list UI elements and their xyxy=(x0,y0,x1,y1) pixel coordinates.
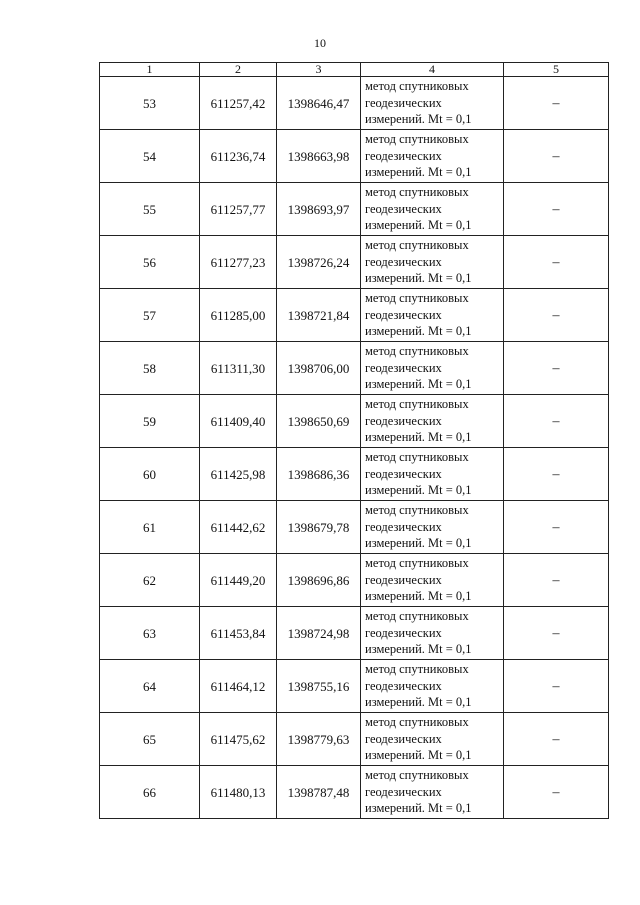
point-number-cell: 59 xyxy=(100,395,200,448)
column-header-3: 3 xyxy=(277,63,361,77)
note-cell: – xyxy=(504,342,609,395)
point-number-cell: 60 xyxy=(100,448,200,501)
y-coordinate-cell: 1398646,47 xyxy=(277,77,361,130)
method-line: измерений. Mt = 0,1 xyxy=(365,377,472,392)
method-line: измерений. Mt = 0,1 xyxy=(365,483,472,498)
point-number-cell: 64 xyxy=(100,660,200,713)
method-cell xyxy=(361,130,504,183)
table-row xyxy=(100,448,609,501)
point-number-cell: 53 xyxy=(100,77,200,130)
method-cell xyxy=(361,395,504,448)
method-cell xyxy=(361,77,504,130)
y-coordinate-cell: 1398779,63 xyxy=(277,713,361,766)
method-cell xyxy=(361,501,504,554)
method-line: геодезических xyxy=(365,572,442,587)
point-number-cell: 62 xyxy=(100,554,200,607)
method-line: метод спутниковых xyxy=(365,662,469,677)
method-line: геодезических xyxy=(365,201,442,216)
column-header-5: 5 xyxy=(504,63,609,77)
column-header-1: 1 xyxy=(100,63,200,77)
method-cell xyxy=(361,607,504,660)
method-line: геодезических xyxy=(365,784,442,799)
y-coordinate-cell: 1398755,16 xyxy=(277,660,361,713)
method-line: геодезических xyxy=(365,466,442,481)
header-row xyxy=(100,63,609,77)
note-cell: – xyxy=(504,395,609,448)
method-line: измерений. Mt = 0,1 xyxy=(365,695,472,710)
point-number-cell: 63 xyxy=(100,607,200,660)
column-header-4: 4 xyxy=(361,63,504,77)
note-cell: – xyxy=(504,713,609,766)
method-line: измерений. Mt = 0,1 xyxy=(365,112,472,127)
x-coordinate-cell: 611257,42 xyxy=(200,77,277,130)
method-line: метод спутниковых xyxy=(365,291,469,306)
note-cell: – xyxy=(504,236,609,289)
method-line: геодезических xyxy=(365,625,442,640)
method-line: измерений. Mt = 0,1 xyxy=(365,324,472,339)
table-row xyxy=(100,289,609,342)
method-cell xyxy=(361,766,504,819)
method-line: геодезических xyxy=(365,254,442,269)
method-line: измерений. Mt = 0,1 xyxy=(365,271,472,286)
column-header-2: 2 xyxy=(200,63,277,77)
table-body xyxy=(100,77,609,819)
method-line: геодезических xyxy=(365,678,442,693)
point-number-cell: 66 xyxy=(100,766,200,819)
method-line: геодезических xyxy=(365,360,442,375)
y-coordinate-cell: 1398724,98 xyxy=(277,607,361,660)
table-row xyxy=(100,236,609,289)
x-coordinate-cell: 611464,12 xyxy=(200,660,277,713)
point-number-cell: 54 xyxy=(100,130,200,183)
method-line: геодезических xyxy=(365,413,442,428)
method-line: геодезических xyxy=(365,148,442,163)
point-number-cell: 65 xyxy=(100,713,200,766)
method-line: измерений. Mt = 0,1 xyxy=(365,430,472,445)
point-number-cell: 56 xyxy=(100,236,200,289)
method-line: метод спутниковых xyxy=(365,715,469,730)
x-coordinate-cell: 611442,62 xyxy=(200,501,277,554)
y-coordinate-cell: 1398726,24 xyxy=(277,236,361,289)
y-coordinate-cell: 1398679,78 xyxy=(277,501,361,554)
table-row xyxy=(100,660,609,713)
method-line: метод спутниковых xyxy=(365,450,469,465)
table-row xyxy=(100,342,609,395)
method-line: метод спутниковых xyxy=(365,132,469,147)
x-coordinate-cell: 611453,84 xyxy=(200,607,277,660)
method-line: метод спутниковых xyxy=(365,185,469,200)
x-coordinate-cell: 611480,13 xyxy=(200,766,277,819)
x-coordinate-cell: 611277,23 xyxy=(200,236,277,289)
method-line: геодезических xyxy=(365,95,442,110)
method-line: измерений. Mt = 0,1 xyxy=(365,642,472,657)
table-row xyxy=(100,395,609,448)
method-line: измерений. Mt = 0,1 xyxy=(365,218,472,233)
y-coordinate-cell: 1398696,86 xyxy=(277,554,361,607)
point-number-cell: 57 xyxy=(100,289,200,342)
x-coordinate-cell: 611236,74 xyxy=(200,130,277,183)
method-cell xyxy=(361,289,504,342)
y-coordinate-cell: 1398663,98 xyxy=(277,130,361,183)
y-coordinate-cell: 1398686,36 xyxy=(277,448,361,501)
x-coordinate-cell: 611475,62 xyxy=(200,713,277,766)
x-coordinate-cell: 611449,20 xyxy=(200,554,277,607)
x-coordinate-cell: 611311,30 xyxy=(200,342,277,395)
method-line: геодезических xyxy=(365,519,442,534)
page-number: 10 xyxy=(314,36,326,50)
x-coordinate-cell: 611425,98 xyxy=(200,448,277,501)
x-coordinate-cell: 611257,77 xyxy=(200,183,277,236)
method-line: измерений. Mt = 0,1 xyxy=(365,589,472,604)
y-coordinate-cell: 1398650,69 xyxy=(277,395,361,448)
table-row xyxy=(100,77,609,130)
note-cell: – xyxy=(504,501,609,554)
coordinates-table xyxy=(99,62,609,819)
method-line: измерений. Mt = 0,1 xyxy=(365,165,472,180)
table-row xyxy=(100,766,609,819)
table-row xyxy=(100,183,609,236)
note-cell: – xyxy=(504,607,609,660)
method-line: измерений. Mt = 0,1 xyxy=(365,801,472,816)
y-coordinate-cell: 1398787,48 xyxy=(277,766,361,819)
y-coordinate-cell: 1398693,97 xyxy=(277,183,361,236)
method-line: метод спутниковых xyxy=(365,238,469,253)
point-number-cell: 55 xyxy=(100,183,200,236)
method-line: геодезических xyxy=(365,731,442,746)
method-line: метод спутниковых xyxy=(365,768,469,783)
table-row xyxy=(100,607,609,660)
method-cell xyxy=(361,236,504,289)
table-header xyxy=(100,63,609,77)
method-cell xyxy=(361,660,504,713)
note-cell: – xyxy=(504,448,609,501)
method-line: метод спутниковых xyxy=(365,556,469,571)
note-cell: – xyxy=(504,77,609,130)
method-line: метод спутниковых xyxy=(365,503,469,518)
table-row xyxy=(100,713,609,766)
note-cell: – xyxy=(504,660,609,713)
x-coordinate-cell: 611285,00 xyxy=(200,289,277,342)
table-row xyxy=(100,501,609,554)
method-line: метод спутниковых xyxy=(365,397,469,412)
point-number-cell: 58 xyxy=(100,342,200,395)
note-cell: – xyxy=(504,289,609,342)
note-cell: – xyxy=(504,183,609,236)
note-cell: – xyxy=(504,130,609,183)
method-line: геодезических xyxy=(365,307,442,322)
note-cell: – xyxy=(504,766,609,819)
method-line: метод спутниковых xyxy=(365,79,469,94)
method-line: измерений. Mt = 0,1 xyxy=(365,748,472,763)
table-row xyxy=(100,130,609,183)
point-number-cell: 61 xyxy=(100,501,200,554)
y-coordinate-cell: 1398721,84 xyxy=(277,289,361,342)
method-line: метод спутниковых xyxy=(365,609,469,624)
method-cell xyxy=(361,342,504,395)
y-coordinate-cell: 1398706,00 xyxy=(277,342,361,395)
method-line: измерений. Mt = 0,1 xyxy=(365,536,472,551)
x-coordinate-cell: 611409,40 xyxy=(200,395,277,448)
method-cell xyxy=(361,713,504,766)
method-cell xyxy=(361,554,504,607)
method-line: метод спутниковых xyxy=(365,344,469,359)
note-cell: – xyxy=(504,554,609,607)
table-row xyxy=(100,554,609,607)
method-cell xyxy=(361,448,504,501)
method-cell xyxy=(361,183,504,236)
